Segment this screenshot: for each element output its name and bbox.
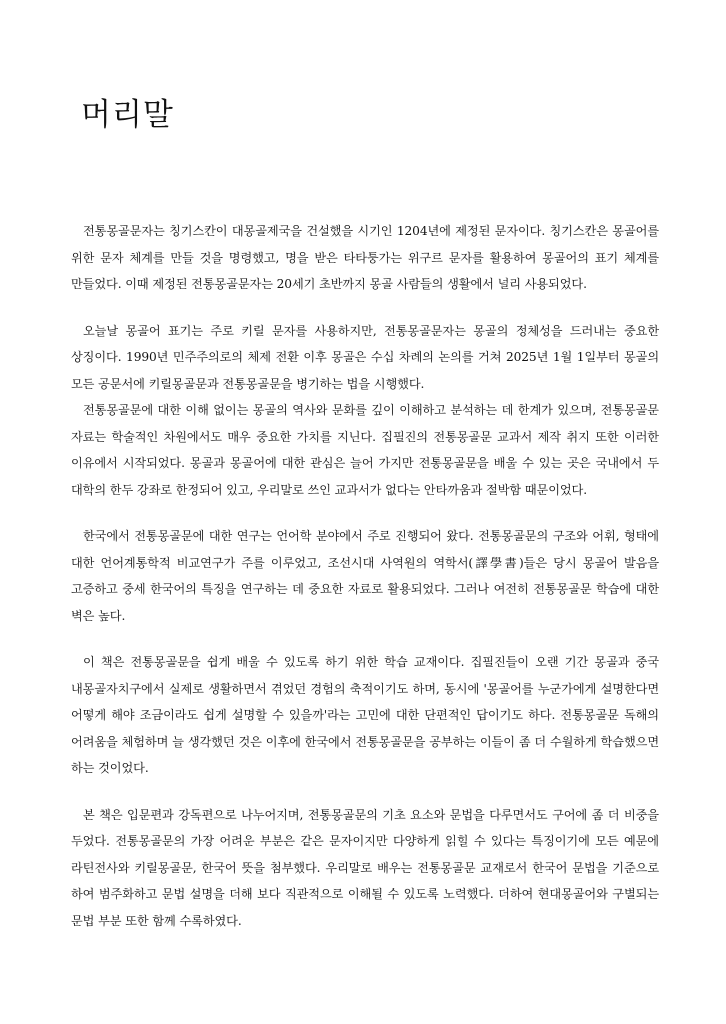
paragraph-1: 전통몽골문자는 칭기스칸이 대몽골제국을 건설했을 시기인 1204년에 제정된 문자이다. 칭기스칸은 몽골어를 위한 문자 체계를 만들 것을 명령했고, 명을 받은 타타퉁가는 위구르 문자를 활용하여 몽골어의 표기 체계를 만들었다. 이때 제정된 전통몽골문자는 20세기 초반까지 몽골 사람들의 생활에서 널리 사용되었다.	[71, 224, 659, 291]
paragraph-6: 본 책은 입문편과 강독편으로 나누어지며, 전통몽골문의 기초 요소와 문법을 다루면서도 구어에 좀 더 비중을 두었다. 전통몽골문의 가장 어려운 부분은 같은 문자이지만 다양하게 읽힐 수 있다는 특징이기에 모든 예문에 라틴전사와 키릴몽골문, 한국어 뜻을 첨부했다. 우리말로 배우는 전통몽골문 교재로서 한국어 문법을 기준으로 하여 범주화하고 문법 설명을 더해 보다 직관적으로 이해될 수 있도록 노력했다. 더하여 현대몽골어와 구별되는 문법 부분 또한 함께 수록하였다.	[71, 807, 659, 928]
paragraph-3: 전통몽골문에 대한 이해 없이는 몽골의 역사와 문화를 깊이 이해하고 분석하는 데 한계가 있으며, 전통몽골문 자료는 학술적인 차원에서도 매우 중요한 가치를 지닌다. 집필진의 전통몽골문 교과서 제작 취지 또한 이러한 이유에서 시작되었다. 몽골과 몽골어에 대한 관심은 늘어 가지만 전통몽골문을 배울 수 있는 곳은 국내에서 두 대학의 한두 강좌로 한정되어 있고, 우리말로 쓰인 교과서가 없다는 안타까움과 절박함 때문이었다.	[71, 403, 659, 497]
page-title: 머리말	[81, 97, 174, 133]
paragraph-2: 오늘날 몽골어 표기는 주로 키릴 문자를 사용하지만, 전통몽골문자는 몽골의 정체성을 드러내는 중요한 상징이다. 1990년 민주주의로의 체제 전환 이후 몽골은 수십 차례의 논의를 거쳐 2025년 1월 1일부터 몽골의 모든 공문서에 키릴몽골문과 전통몽골문을 병기하는 법을 시행했다.	[71, 323, 659, 391]
paragraph-5: 이 책은 전통몽골문을 쉽게 배울 수 있도록 하기 위한 학습 교재이다. 집필진들이 오랜 기간 몽골과 중국 내몽골자치구에서 실제로 생활하면서 겪었던 경험의 축적이기도 하며, 동시에 '몽골어를 누군가에게 설명한다면 어떻게 해야 조금이라도 쉽게 설명할 수 있을까'라는 고민에 대한 단편적인 답이기도 하다. 전통몽골문 독해의 어려움을 체험하며 늘 생각했던 것은 이후에 한국에서 전통몽골문을 공부하는 이들이 좀 더 수월하게 학습했으면 하는 것이었다.	[71, 655, 659, 775]
preface-body	[71, 218, 659, 934]
paragraph-4: 한국에서 전통몽골문에 대한 연구는 언어학 분야에서 주로 진행되어 왔다. 전통몽골문의 구조와 어휘, 형태에 대한 언어계통학적 비교연구가 주를 이루었고, 조선시대 사역원의 역학서(譯學書)들은 당시 몽골어 발음을 고증하고 중세 한국어의 특징을 연구하는 데 중요한 자료로 활용되었다. 그러나 여전히 전통몽골문 학습에 대한 벽은 높다.	[71, 529, 659, 623]
